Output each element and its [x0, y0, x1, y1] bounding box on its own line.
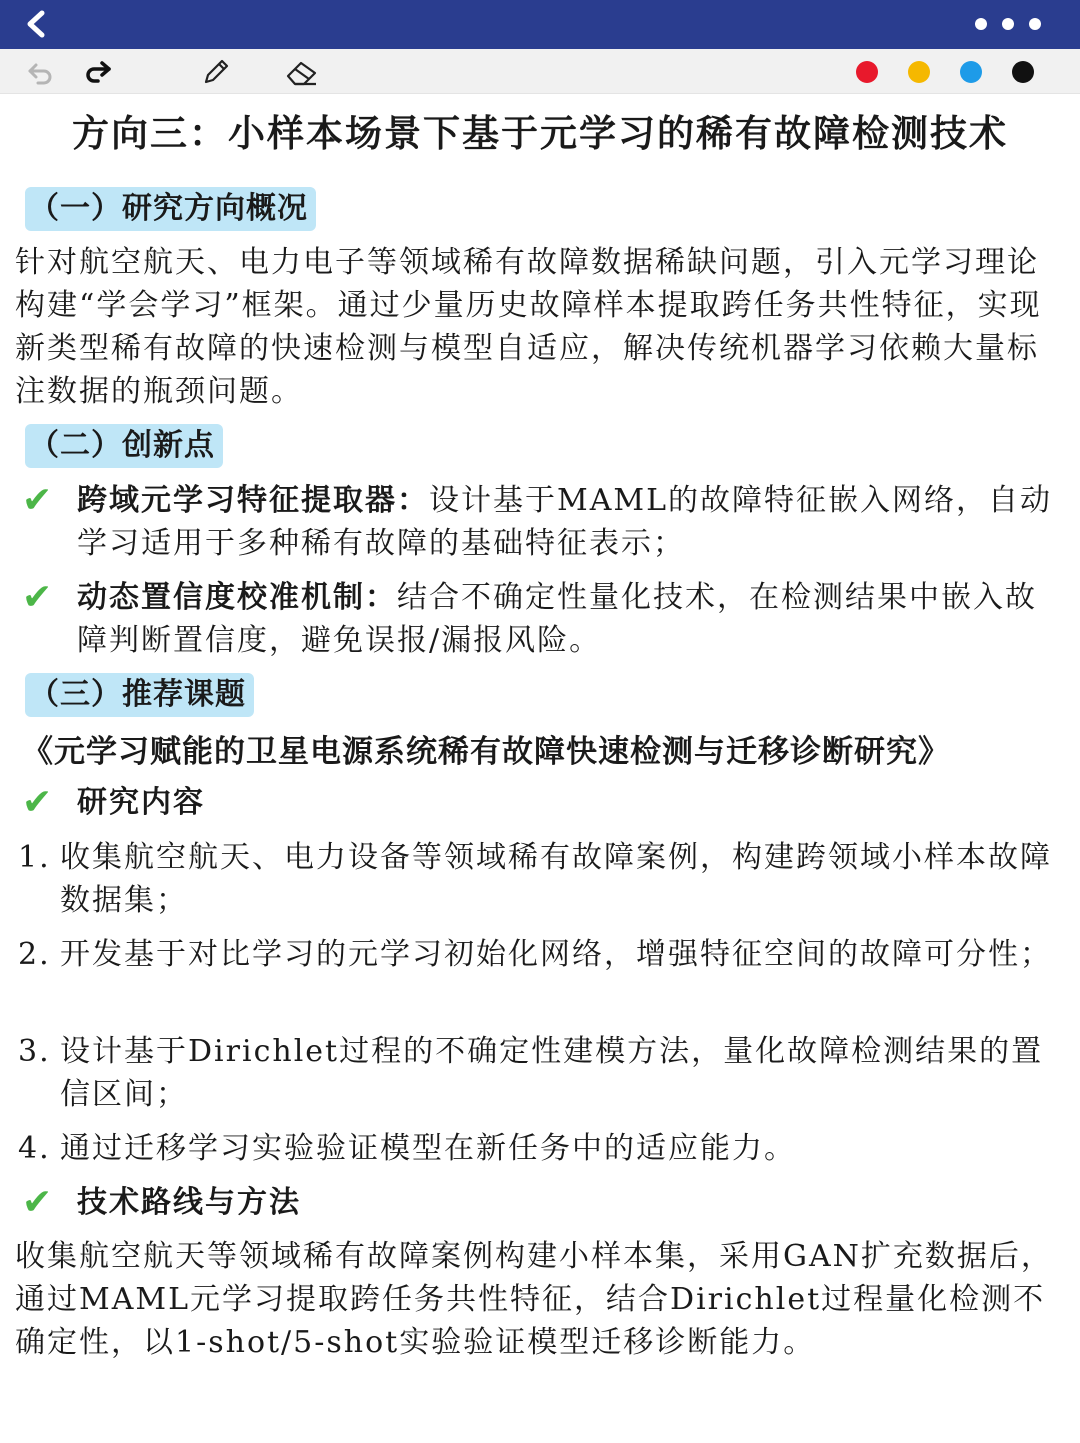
- page-title: 方向三：小样本场景下基于元学习的稀有故障检测技术: [72, 111, 1008, 155]
- top-bar: [0, 0, 1080, 49]
- drawing-toolbar: [0, 49, 1080, 94]
- section-heading-topic: （三）推荐课题: [25, 673, 254, 717]
- list-number: 4.: [18, 1131, 51, 1166]
- checkmark-icon: ✔: [22, 577, 53, 618]
- list-number: 1.: [18, 840, 51, 875]
- list-number: 3.: [18, 1034, 51, 1069]
- undo-icon[interactable]: [24, 56, 56, 88]
- checkmark-icon: ✔: [22, 480, 53, 521]
- eraser-icon[interactable]: [284, 56, 320, 88]
- redo-icon[interactable]: [82, 56, 114, 88]
- section-heading-innovation: （二）创新点: [25, 424, 223, 468]
- overview-paragraph: 针对航空航天、电力电子等领域稀有故障数据稀缺问题，引入元学习理论构建“学会学习”框架。通过少量历史故障样本提取跨任务共性特征，实现新类型稀有故障的快速检测与模型自适应，解决传统机器学习依赖大量标注数据的瓶颈问题。: [15, 245, 1042, 409]
- method-paragraph: 收集航空航天等领域稀有故障案例构建小样本集，采用GAN扩充数据后，通过MAML元学习提取跨任务共性特征，结合Dirichlet过程量化检测不确定性，以1-shot/5-shot实验验证模型迁移诊断能力。: [15, 1239, 1053, 1360]
- color-black-swatch[interactable]: [1012, 61, 1034, 83]
- innovation-item-title: 跨域元学习特征提取器：: [77, 483, 429, 518]
- color-blue-swatch[interactable]: [960, 61, 982, 83]
- chevron-left-icon[interactable]: [22, 9, 52, 39]
- list-text: 开发基于对比学习的元学习初始化网络，增强特征空间的故障可分性；: [60, 937, 1052, 972]
- recommended-topic: 《元学习赋能的卫星电源系统稀有故障快速检测与迁移诊断研究》: [22, 734, 950, 770]
- checkmark-icon: ✔: [22, 1182, 53, 1223]
- innovation-item-text: 结合不确定性量化技术，在检测结果中嵌入故障判断置信度，避免误报/漏报风险。: [77, 580, 1037, 658]
- innovation-item-text: 设计基于MAML的故障特征嵌入网络，自动学习适用于多种稀有故障的基础特征表示；: [77, 483, 1053, 561]
- color-yellow-swatch[interactable]: [908, 61, 930, 83]
- list-text: 收集航空航天、电力设备等领域稀有故障案例，构建跨领域小样本故障数据集；: [60, 840, 1052, 918]
- list-text: 设计基于Dirichlet过程的不确定性建模方法，量化故障检测结果的置信区间；: [60, 1034, 1044, 1112]
- section-heading-overview: （一）研究方向概况: [25, 187, 316, 231]
- color-red-swatch[interactable]: [856, 61, 878, 83]
- research-heading: 研究内容: [77, 785, 205, 820]
- list-number: 2.: [18, 937, 51, 972]
- innovation-item-title: 动态置信度校准机制：: [77, 580, 397, 615]
- checkmark-icon: ✔: [22, 782, 53, 823]
- more-horizontal-icon[interactable]: [972, 15, 1044, 33]
- method-heading: 技术路线与方法: [77, 1185, 301, 1220]
- list-text: 通过迁移学习实验验证模型在新任务中的适应能力。: [60, 1131, 796, 1166]
- pencil-icon[interactable]: [200, 56, 232, 88]
